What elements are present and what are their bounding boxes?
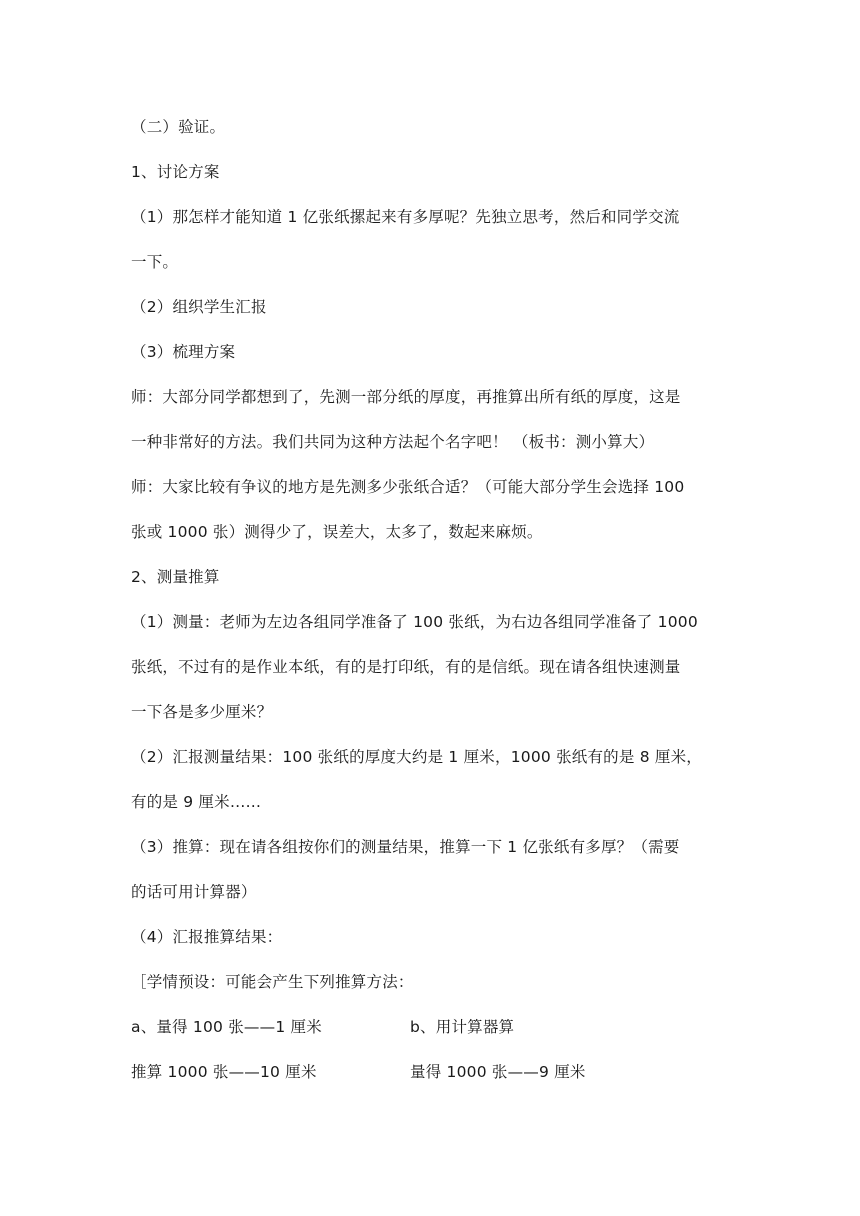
paragraph-line: （1）那怎样才能知道 1 亿张纸摞起来有多厚呢？先独立思考，然后和同学交流 bbox=[131, 208, 680, 226]
paragraph-line: （2）组织学生汇报 bbox=[131, 298, 267, 316]
paragraph-line: 一下各是多少厘米？ bbox=[131, 703, 273, 721]
method-a-line-1: a、量得 100 张——1 厘米 bbox=[131, 1018, 322, 1036]
paragraph-line: （3）推算：现在请各组按你们的测量结果，推算一下 1 亿张纸有多厚？（需要 bbox=[131, 838, 680, 856]
paragraph-line: （3）梳理方案 bbox=[131, 343, 236, 361]
method-b-line-1: b、用计算器算 bbox=[410, 1018, 515, 1036]
subheading-measure-estimate: 2、测量推算 bbox=[131, 568, 220, 586]
paragraph-line: 一下。 bbox=[131, 253, 179, 271]
paragraph-line: 的话可用计算器） bbox=[131, 883, 257, 901]
paragraph-line: 师：大家比较有争议的地方是先测多少张纸合适？（可能大部分学生会选择 100 bbox=[131, 478, 685, 496]
paragraph-line: ［学情预设：可能会产生下列推算方法： bbox=[131, 973, 414, 991]
paragraph-line: 一种非常好的方法。我们共同为这种方法起个名字吧！ （板书：测小算大） bbox=[131, 433, 655, 451]
paragraph-line: 师：大部分同学都想到了，先测一部分纸的厚度，再推算出所有纸的厚度，这是 bbox=[131, 388, 681, 406]
method-b-line-2: 量得 1000 张——9 厘米 bbox=[410, 1063, 586, 1081]
paragraph-line: 张或 1000 张）测得少了，误差大，太多了，数起来麻烦。 bbox=[131, 523, 543, 541]
subheading-discuss-plan: 1、讨论方案 bbox=[131, 163, 220, 181]
paragraph-line: 张纸，不过有的是作业本纸，有的是打印纸，有的是信纸。现在请各组快速测量 bbox=[131, 658, 681, 676]
paragraph-line: （2）汇报测量结果：100 张纸的厚度大约是 1 厘米，1000 张纸有的是 8 厘米， bbox=[131, 748, 702, 766]
paragraph-line: 有的是 9 厘米…… bbox=[131, 793, 262, 811]
paragraph-line: （4）汇报推算结果： bbox=[131, 928, 283, 946]
paragraph-line: （1）测量：老师为左边各组同学准备了 100 张纸，为右边各组同学准备了 1000 bbox=[131, 613, 698, 631]
method-a-line-2: 推算 1000 张——10 厘米 bbox=[131, 1063, 317, 1081]
section-heading-verify: （二）验证。 bbox=[131, 118, 226, 136]
